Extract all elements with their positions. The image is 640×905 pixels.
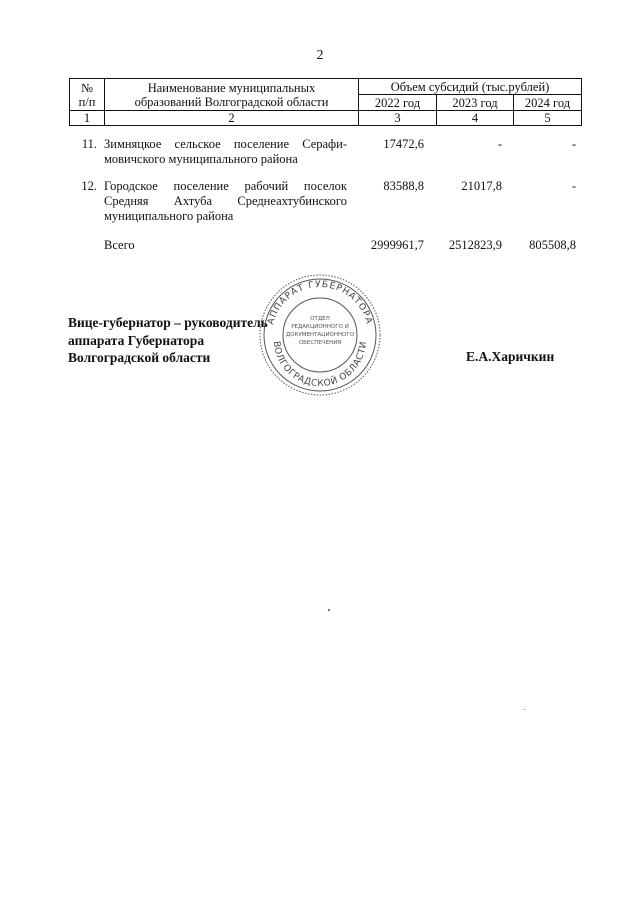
col-num-line2: п/п (78, 94, 96, 109)
row-value-2022: 83588,8 (383, 179, 424, 193)
row-name: Городское поселение рабочий поселок Средняя Ахтуба Среднеахтубинского муниципального района (104, 179, 347, 223)
total-value-2022: 2999961,7 (370, 238, 424, 252)
col-name-line2: образований Волгоградской области (134, 94, 329, 109)
stamp-outer-bottom-text: ВОЛГОГРАДСКОЙ ОБЛАСТИ (270, 340, 370, 390)
index-cell: 5 (514, 111, 582, 126)
total-label: Всего (104, 238, 135, 252)
col-num-header (70, 79, 105, 111)
row-value-2024: - (571, 179, 576, 193)
subsidy-table-header (69, 78, 582, 126)
stamp-outer-top-text: АППАРАТ ГУБЕРНАТОРА (266, 279, 374, 326)
col-name-header (105, 79, 359, 111)
index-cell: 2 (105, 111, 359, 126)
row-value-2024: - (571, 137, 576, 151)
row-number: 12. (81, 179, 97, 193)
col-name-line1: Наименование муниципальных (147, 80, 316, 95)
stamp-inner-line: ОТДЕЛ (310, 316, 330, 322)
row-value-2023: - (497, 137, 502, 151)
signature-title-line: Волгоградской области (68, 350, 211, 365)
page-number: 2 (316, 48, 324, 63)
year-2022-header: 2022 год (359, 95, 437, 111)
index-cell: 4 (437, 111, 514, 126)
col-group-header: Объем субсидий (тыс.рублей) (359, 79, 582, 95)
seal-stamp (255, 270, 385, 400)
signature-block (68, 314, 268, 367)
row-name: Зимняцкое сельское поселение Серафи-мовичского муниципального района (104, 137, 347, 166)
row-value-2022: 17472,6 (383, 137, 424, 151)
stamp-inner-line: ДОКУМЕНТАЦИОННОГО (285, 332, 355, 338)
signature-title-line: Вице-губернатор – руководитель (68, 315, 268, 330)
row-value-2023: 21017,8 (461, 179, 502, 193)
scan-speck (524, 709, 525, 710)
total-value-2024: 805508,8 (529, 238, 576, 252)
index-cell: 3 (359, 111, 437, 126)
index-cell: 1 (70, 111, 105, 126)
row-number: 11. (81, 137, 97, 151)
stamp-inner-line: РЕДАКЦИОННОГО И (291, 324, 349, 330)
total-value-2023: 2512823,9 (448, 238, 502, 252)
stamp-inner-line: ОБЕСПЕЧЕНИЯ (298, 340, 342, 346)
col-num-line1: № (81, 80, 93, 95)
year-2023-header: 2023 год (437, 95, 514, 111)
signatory-name: Е.А.Харичкин (466, 349, 555, 364)
year-2024-header: 2024 год (514, 95, 582, 111)
scan-speck (328, 609, 330, 611)
signature-title-line: аппарата Губернатора (68, 332, 205, 348)
